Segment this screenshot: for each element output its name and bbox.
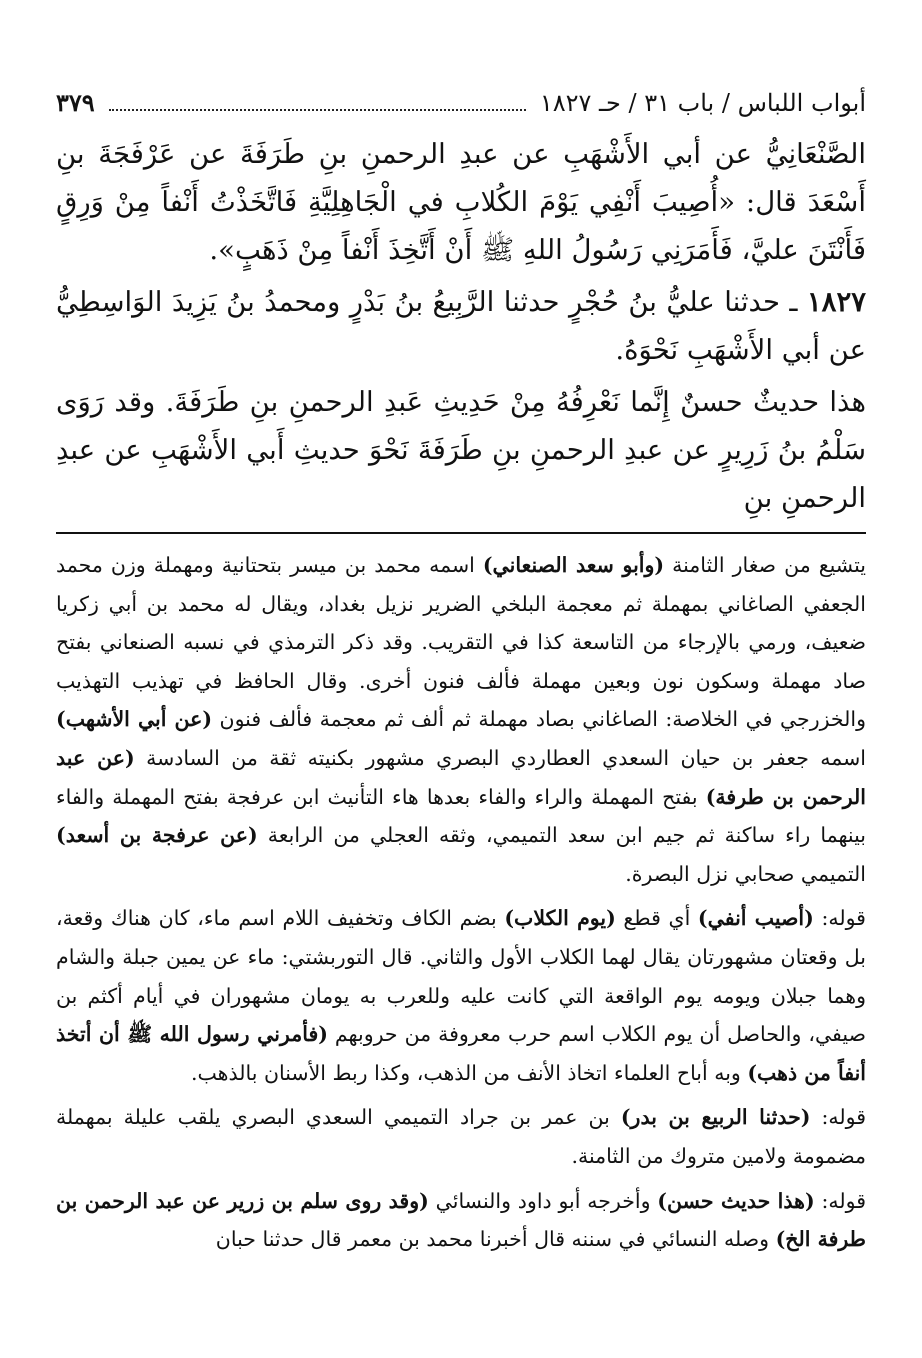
commentary-heading-term: (هذا حديث حسن) <box>657 1188 815 1213</box>
commentary-text-run: يتشيع من صغار الثامنة <box>664 553 866 577</box>
commentary-text-run: وصله النسائي في سننه قال أخبرنا محمد بن معمر قال حدثنا حبان <box>215 1227 776 1252</box>
commentary-text-run: وبه أباح العلماء اتخاذ الأنف من الذهب، وكذا ربط الأسنان بالذهب. <box>191 1060 748 1085</box>
commentary-text-run: قوله: <box>814 1188 866 1213</box>
commentary-heading-term: (أصيب أنفي) <box>697 906 814 931</box>
commentary-text-run: التميمي صحابي نزل البصرة. <box>625 861 866 886</box>
commentary-heading-term: (عن أبي الأشهب) <box>56 707 213 732</box>
hadith-number: ١٨٢٧ <box>806 286 866 318</box>
commentary-text-run: بضم الكاف وتخفيف اللام اسم ماء، كان هناك وقعة، بل وقعتان مشهورتان يقال لهما الكلاب الأول والثاني. قال التوربشتي: ماء عن يمين جبلة والشام وهما جبلان ويومه يوم الواقعة التي كانت عليه وللعرب به يومان مشهوران في أيام أكثم بن صيفي، والحاصل أن يوم الكلاب اسم حرب معروفة من حروبهم <box>56 906 866 1047</box>
running-header <box>56 84 866 118</box>
commentary-heading-term: (عن عبد الرحمن بن طرفة) <box>56 745 866 809</box>
commentary-text <box>56 546 866 1259</box>
commentary-text-run: بن عمر بن جراد التميمي السعدي البصري يلقب عليلة بمهملة مضمومة ولامين متروك من الثامنة. <box>56 1105 866 1168</box>
commentary-paragraph <box>56 899 866 1092</box>
commentary-heading-term: (وأبو سعد الصنعاني) <box>482 553 665 577</box>
commentary-text-run: وأخرجه أبو داود والنسائي <box>428 1188 658 1213</box>
hadith-text <box>56 130 866 522</box>
commentary-paragraph <box>56 1182 866 1259</box>
commentary-paragraph <box>56 1098 866 1175</box>
hadith-paragraph: هذا حديثٌ حسنٌ إِنَّما نَعْرِفُهُ مِنْ حَدِيثِ عَبدِ الرحمنِ بنِ طَرَفَةَ. وقد رَوَى سَلْمُ بنُ زَرِيرٍ عن عبدِ الرحمنِ بنِ طَرَفَةَ نَحْوَ حديثِ أَبي الأَشْهَبِ عن عبدِ الرحمنِ بنِ <box>56 386 866 514</box>
commentary-heading-term: (حدثنا الربيع بن بدر) <box>620 1105 811 1130</box>
hadith-paragraph <box>56 278 866 374</box>
commentary-text-run: بفتح المهملة والراء والفاء بعدها هاء التأنيث ابن عرفجة بفتح المهملة والفاء بينهما راء ساكنة ثم جيم ابن سعد التميمي، وثقه العجلي من الرابعة <box>56 784 867 848</box>
commentary-heading-term: (يوم الكلاب) <box>504 906 616 931</box>
commentary-text-run: اسمه محمد بن ميسر بتحتانية ومهملة وزن محمد الجعفي الصاغاني بمهملة ثم معجمة البلخي الضرير نزيل بغداد، ويقال له محمد بن أبي زكريا ضعيف، ورمي بالإرجاء من التاسعة كذا في التقريب. وقد ذكر الترمذي في نسبه الصنعاني بفتح صاد مهملة وسكون نون وبعين مهملة فألف فنون أخرى. وقال الحافظ في تهذيب التهذيب والخزرجي في الخلاصة: الصاغاني بصاد مهملة ثم ألف ثم معجمة فألف فنون <box>56 553 866 732</box>
commentary-heading-term: (فأمرني رسول الله ﷺ أن أتخذ أنفاً من ذهب) <box>56 1022 866 1085</box>
hadith-chain: ـ حدثنا عليُّ بنُ حُجْرٍ حدثنا الرَّبِيعُ بنُ بَدْرٍ ومحمدُ بنُ يَزِيدَ الوَاسِطِيُّ عن أبي الأَشْهَبِ نَحْوَهُ. <box>56 286 866 366</box>
dotted-leader <box>109 109 526 111</box>
hadith-paragraph: الصَّنْعَانِيُّ عن أبي الأَشْهَبِ عن عبدِ الرحمنِ بنِ طَرَفَةَ عن عَرْفَجَةَ بنِ أَسْعَدَ قال: «أُصِيبَ أَنْفِي يَوْمَ الكُلابِ في الْجَاهِلِيَّةِ فَاتَّخَذْتُ أَنْفاً مِنْ وَرِقٍ فَأَنْتَنَ عليَّ، فَأَمَرَنِي رَسُولُ اللهِ ﷺ أَنْ أَتَّخِذَ أَنْفاً مِنْ ذَهَبٍ». <box>56 138 866 266</box>
commentary-text-run: قوله: <box>813 906 866 931</box>
page-number: ٣٧٩ <box>56 88 95 117</box>
commentary-heading-term: (عن عرفجة بن أسعد) <box>56 823 258 848</box>
header-title: أبواب اللباس / باب ٣١ / حـ ١٨٢٧ <box>539 89 866 117</box>
commentary-text-run: اسمه جعفر بن حيان السعدي العطاردي البصري مشهور بكنيته ثقة من السادسة <box>134 745 866 770</box>
footnote-divider <box>56 532 866 534</box>
commentary-text-run: قوله: <box>810 1105 866 1130</box>
commentary-paragraph <box>56 546 866 893</box>
commentary-heading-term: (وقد روى سلم بن زرير عن عبد الرحمن بن طرفة الخ) <box>56 1188 866 1252</box>
commentary-text-run: أي قطع <box>615 906 698 931</box>
